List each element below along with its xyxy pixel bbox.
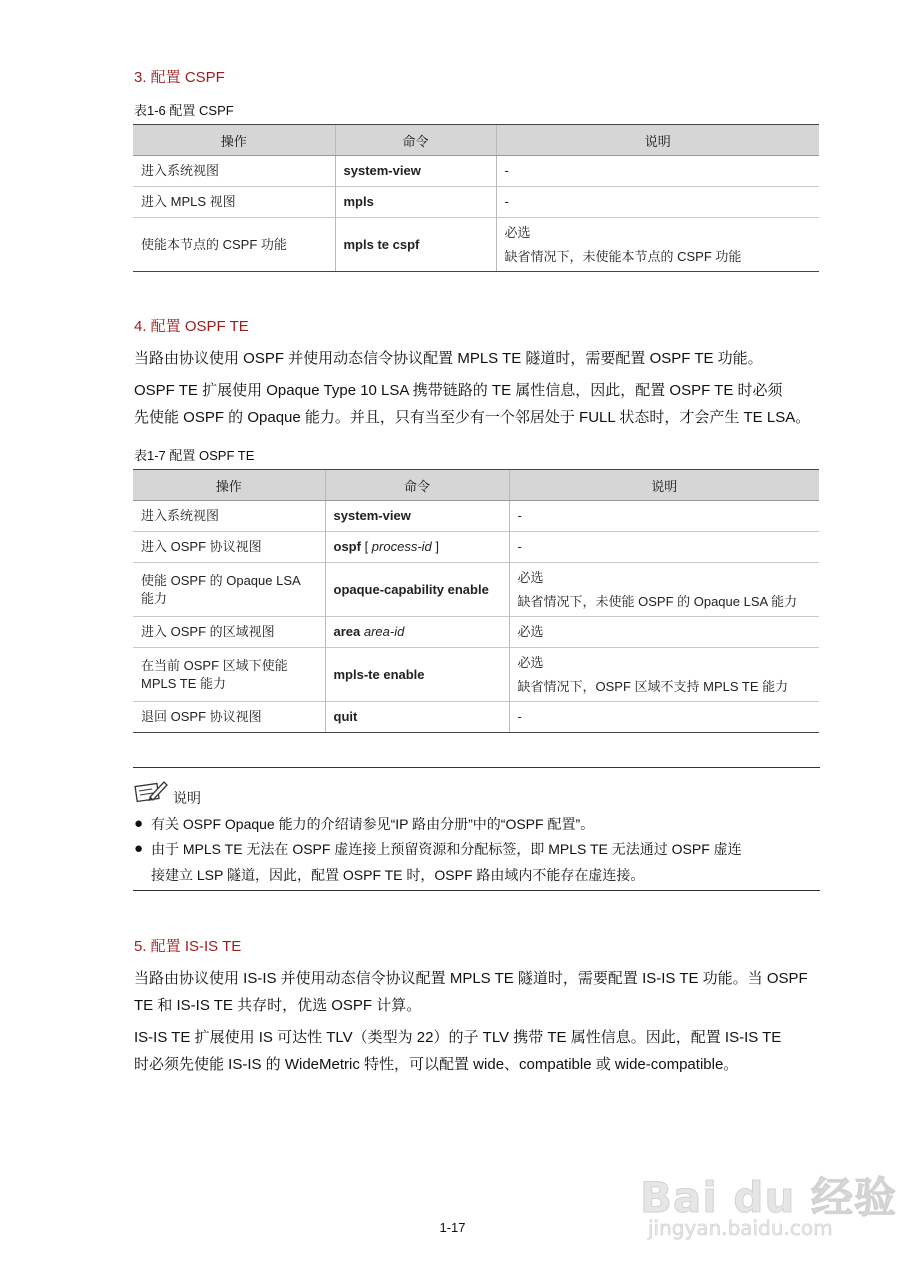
command-keyword: area <box>333 624 361 639</box>
description-line: 必选 <box>517 654 544 670</box>
table-1-6 <box>133 124 819 272</box>
operation-cell: 进入系统视图 <box>133 501 325 532</box>
paragraph-line: TE 和 IS-IS TE 共存时，优选 OSPF 计算。 <box>134 997 422 1014</box>
table-row <box>133 702 819 733</box>
description-cell: - <box>509 702 819 733</box>
command-cell: mpls te cspf <box>335 218 496 272</box>
operation-cell <box>133 648 325 702</box>
section-4-heading: 4. 配置 OSPF TE <box>134 318 249 335</box>
command-bracket: [ <box>360 539 372 554</box>
command-cell: mpls <box>335 187 496 218</box>
description-cell <box>509 563 819 617</box>
description-cell: - <box>496 156 819 187</box>
command-cell: system-view <box>335 156 496 187</box>
header-description: 说明 <box>509 470 819 501</box>
operation-cell: 进入系统视图 <box>133 156 335 187</box>
paragraph-line: 时必须先使能 IS-IS 的 WideMetric 特性，可以配置 wide、compatible 或 wide-compatible。 <box>134 1056 739 1073</box>
command-keyword: opaque-capability enable <box>333 581 489 597</box>
page-number: 1-17 <box>439 1220 466 1235</box>
command-cell <box>325 563 509 617</box>
description-line: 必选 <box>504 224 531 240</box>
section-3-heading: 3. 配置 CSPF <box>134 69 225 86</box>
bullet-dot-icon: ● <box>134 815 144 832</box>
table-row <box>133 156 819 187</box>
command-cell <box>325 532 509 563</box>
paragraph-line: IS-IS TE 扩展使用 IS 可达性 TLV（类型为 22）的子 TLV 携带 TE 属性信息。因此，配置 IS-IS TE <box>134 1029 782 1046</box>
operation-cell: 进入 MPLS 视图 <box>133 187 335 218</box>
section-5-heading: 5. 配置 IS-IS TE <box>134 938 242 955</box>
table-header-row <box>133 470 819 501</box>
bullet-text <box>134 836 824 888</box>
table-1-7 <box>133 469 819 733</box>
command-cell <box>325 648 509 702</box>
operation-line: 使能 OSPF 的 Opaque LSA <box>141 572 301 588</box>
bullet-text: 有关 OSPF Opaque 能力的介绍请参见“IP 路由分册”中的“OSPF 配置”。 <box>151 816 595 832</box>
command-keyword: quit <box>333 709 358 724</box>
note-bullet <box>134 811 824 837</box>
command-cell <box>325 702 509 733</box>
description-cell: - <box>509 501 819 532</box>
header-command: 命令 <box>335 125 496 156</box>
note-bullet <box>134 836 824 888</box>
table-1-7-caption: 表1-7 配置 OSPF TE <box>134 448 255 463</box>
paragraph-line: 当路由协议使用 OSPF 并使用动态信令协议配置 MPLS TE 隧道时，需要配置 OSPF TE 功能。 <box>134 350 763 367</box>
command-bracket: ] <box>431 539 439 554</box>
description-cell: - <box>496 187 819 218</box>
description-line: 缺省情况下，未使能本节点的 CSPF 功能 <box>504 248 742 264</box>
watermark-url: jingyan.baidu.com <box>648 1216 833 1240</box>
operation-cell: 退回 OSPF 协议视图 <box>133 702 325 733</box>
description-line: 必选 <box>517 569 544 585</box>
operation-cell <box>133 563 325 617</box>
table-row <box>133 532 819 563</box>
paragraph-line: 当路由协议使用 IS-IS 并使用动态信令协议配置 MPLS TE 隧道时，需要配置 IS-IS TE 功能。当 OSPF <box>134 970 808 987</box>
operation-cell: 进入 OSPF 的区域视图 <box>133 617 325 648</box>
header-command: 命令 <box>325 470 509 501</box>
operation-cell: 使能本节点的 CSPF 功能 <box>133 218 335 272</box>
operation-line: 能力 <box>141 590 168 606</box>
description-cell <box>496 218 819 272</box>
command-cell <box>325 617 509 648</box>
description-line: 缺省情况下，未使能 OSPF 的 Opaque LSA 能力 <box>517 593 798 609</box>
header-operation: 操作 <box>133 125 335 156</box>
table-row <box>133 218 819 272</box>
bullet-dot-icon: ● <box>134 840 144 857</box>
command-keyword: mpls-te enable <box>333 666 425 682</box>
baidu-logo-watermark: Bai du 经验 <box>640 1173 897 1222</box>
command-keyword: ospf <box>333 539 361 554</box>
command-keyword: system-view <box>333 508 411 523</box>
command-argument: process-id <box>371 539 432 554</box>
command-argument: area-id <box>363 624 405 639</box>
bullet-line: 由于 MPLS TE 无法在 OSPF 虚连接上预留资源和分配标签，即 MPLS TE 无法通过 OSPF 虚连 <box>151 841 742 857</box>
bullet-line: 接建立 LSP 隧道，因此，配置 OSPF TE 时，OSPF 路由域内不能存在虚连接。 <box>151 867 645 883</box>
description-cell <box>509 648 819 702</box>
command-cell <box>325 501 509 532</box>
description-line: 缺省情况下，OSPF 区域不支持 MPLS TE 能力 <box>517 678 789 694</box>
table-row <box>133 501 819 532</box>
note-top-rule <box>133 767 820 768</box>
operation-cell: 进入 OSPF 协议视图 <box>133 532 325 563</box>
paragraph <box>134 965 824 1078</box>
table-row <box>133 617 819 648</box>
note-bottom-rule <box>133 890 820 891</box>
pencil-note-icon <box>134 779 170 805</box>
paragraph-line: OSPF TE 扩展使用 Opaque Type 10 LSA 携带链路的 TE 属性信息，因此，配置 OSPF TE 时必须 <box>134 382 783 399</box>
table-row <box>133 563 819 617</box>
header-operation: 操作 <box>133 470 325 501</box>
table-1-6-caption: 表1-6 配置 CSPF <box>134 103 234 118</box>
table-row <box>133 187 819 218</box>
description-cell: 必选 <box>509 617 819 648</box>
note-title: 说明 <box>173 790 201 806</box>
operation-line: 在当前 OSPF 区域下使能 <box>141 657 288 673</box>
header-description: 说明 <box>496 125 819 156</box>
paragraph-line: 先使能 OSPF 的 Opaque 能力。并且，只有当至少有一个邻居处于 FULL 状态时，才会产生 TE LSA。 <box>134 409 811 426</box>
table-header-row <box>133 125 819 156</box>
description-cell: - <box>509 532 819 563</box>
paragraph <box>134 345 824 431</box>
operation-line: MPLS TE 能力 <box>141 675 227 691</box>
table-row <box>133 648 819 702</box>
